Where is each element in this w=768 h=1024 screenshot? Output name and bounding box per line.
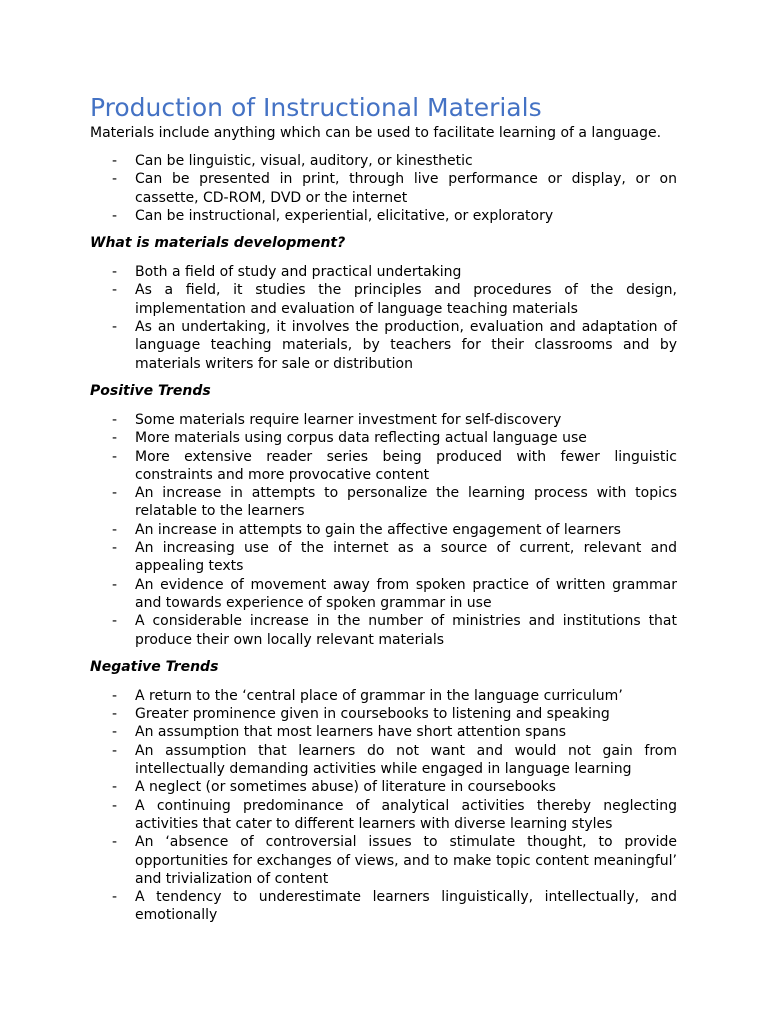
bullet-dash: - — [112, 171, 118, 188]
bullet-dash: - — [112, 576, 118, 593]
list-item-text: A neglect (or sometimes abuse) of literature in coursebooks — [135, 779, 556, 796]
bullet-dash: - — [112, 521, 118, 538]
list-item-text: An ‘absence of controversial issues to stimulate thought, to provide opportunities for exchanges of views, and to make topic content meaningful’ and trivialization of content — [135, 834, 677, 887]
bullet-dash: - — [112, 687, 118, 704]
list-item — [90, 742, 677, 779]
list-item-text: A return to the ‘central place of grammar in the language curriculum’ — [135, 687, 623, 704]
bullet-dash: - — [112, 153, 118, 169]
bullet-dash: - — [112, 724, 118, 741]
page-title: Production of Instructional Materials — [90, 93, 542, 122]
list-item — [90, 723, 677, 741]
bullet-dash: - — [112, 264, 118, 281]
list-item-text: A tendency to underestimate learners linguistically, intellectually, and emotionally — [135, 889, 677, 924]
list-item-text: An evidence of movement away from spoken practice of written grammar and towards experience of spoken grammar in use — [135, 576, 677, 611]
document-content — [90, 92, 677, 925]
list-item-text: Some materials require learner investment for self-discovery — [135, 411, 562, 428]
list-item-text: More extensive reader series being produced with fewer linguistic constraints and more provocative content — [135, 448, 677, 483]
section-heading-positive-trends: Positive Trends — [90, 382, 211, 399]
list-item — [90, 281, 677, 318]
list-item — [90, 429, 677, 447]
list-item — [90, 170, 677, 207]
intro-list — [90, 152, 677, 225]
list-item-text: An assumption that most learners have short attention spans — [135, 724, 567, 741]
list-item — [90, 797, 677, 834]
list-item-text: Both a field of study and practical undertaking — [135, 264, 462, 281]
list-item — [90, 448, 677, 485]
list-item — [90, 318, 677, 373]
negative-trends-list — [90, 687, 677, 925]
list-item-text: Can be instructional, experiential, elicitative, or exploratory — [135, 207, 554, 224]
list-item — [90, 833, 677, 888]
bullet-dash: - — [112, 448, 118, 465]
bullet-dash: - — [112, 411, 118, 428]
list-item-text: A continuing predominance of analytical activities thereby neglecting activities that cater to different learners with diverse learning styles — [135, 797, 677, 832]
intro-paragraph: Materials include anything which can be used to facilitate learning of a language. — [90, 125, 662, 141]
list-item-text: An increase in attempts to gain the affective engagement of learners — [135, 521, 621, 538]
list-item-text: A considerable increase in the number of ministries and institutions that produce their own locally relevant materials — [135, 613, 677, 648]
list-item — [90, 539, 677, 576]
bullet-dash: - — [112, 485, 118, 502]
list-item-text: As a field, it studies the principles and procedures of the design, implementation and evaluation of language teaching materials — [135, 282, 677, 317]
bullet-dash: - — [112, 319, 118, 336]
positive-trends-list — [90, 411, 677, 649]
list-item — [90, 687, 677, 705]
list-item-text: Greater prominence given in coursebooks to listening and speaking — [135, 706, 610, 723]
list-item — [90, 207, 677, 225]
list-item-text: Can be presented in print, through live performance or display, or on cassette, CD-ROM, DVD or the internet — [135, 171, 677, 206]
list-item — [90, 888, 677, 925]
bullet-dash: - — [112, 282, 118, 299]
list-item-text: An increase in attempts to personalize the learning process with topics relatable to the learners — [135, 485, 677, 520]
bullet-dash: - — [112, 889, 118, 906]
list-item — [90, 484, 677, 521]
bullet-dash: - — [112, 797, 118, 814]
bullet-dash: - — [112, 779, 118, 796]
list-item — [90, 263, 677, 281]
list-item — [90, 411, 677, 429]
list-item-text: An assumption that learners do not want and would not gain from intellectually demanding activities while engaged in language learning — [135, 742, 677, 778]
section-heading-negative-trends: Negative Trends — [90, 658, 219, 675]
bullet-dash: - — [112, 540, 118, 557]
list-item — [90, 521, 677, 539]
list-item — [90, 612, 677, 649]
bullet-dash: - — [112, 834, 118, 851]
bullet-dash: - — [112, 706, 118, 723]
list-item-text: Can be linguistic, visual, auditory, or kinesthetic — [135, 153, 473, 169]
list-item-text: An increasing use of the internet as a source of current, relevant and appealing texts — [135, 540, 677, 575]
list-item-text: As an undertaking, it involves the production, evaluation and adaptation of language teaching materials, by teachers for their classrooms and by materials writers for sale or distribution — [135, 319, 677, 372]
bullet-dash: - — [112, 430, 118, 447]
list-item — [90, 576, 677, 613]
list-item — [90, 705, 677, 723]
list-item — [90, 152, 677, 170]
list-item-text: More materials using corpus data reflecting actual language use — [135, 430, 587, 447]
section-heading-materials-development: What is materials development? — [90, 235, 346, 252]
bullet-dash: - — [112, 207, 118, 224]
materials-development-list — [90, 263, 677, 373]
bullet-dash: - — [112, 613, 118, 630]
list-item — [90, 778, 677, 796]
bullet-dash: - — [112, 742, 118, 759]
